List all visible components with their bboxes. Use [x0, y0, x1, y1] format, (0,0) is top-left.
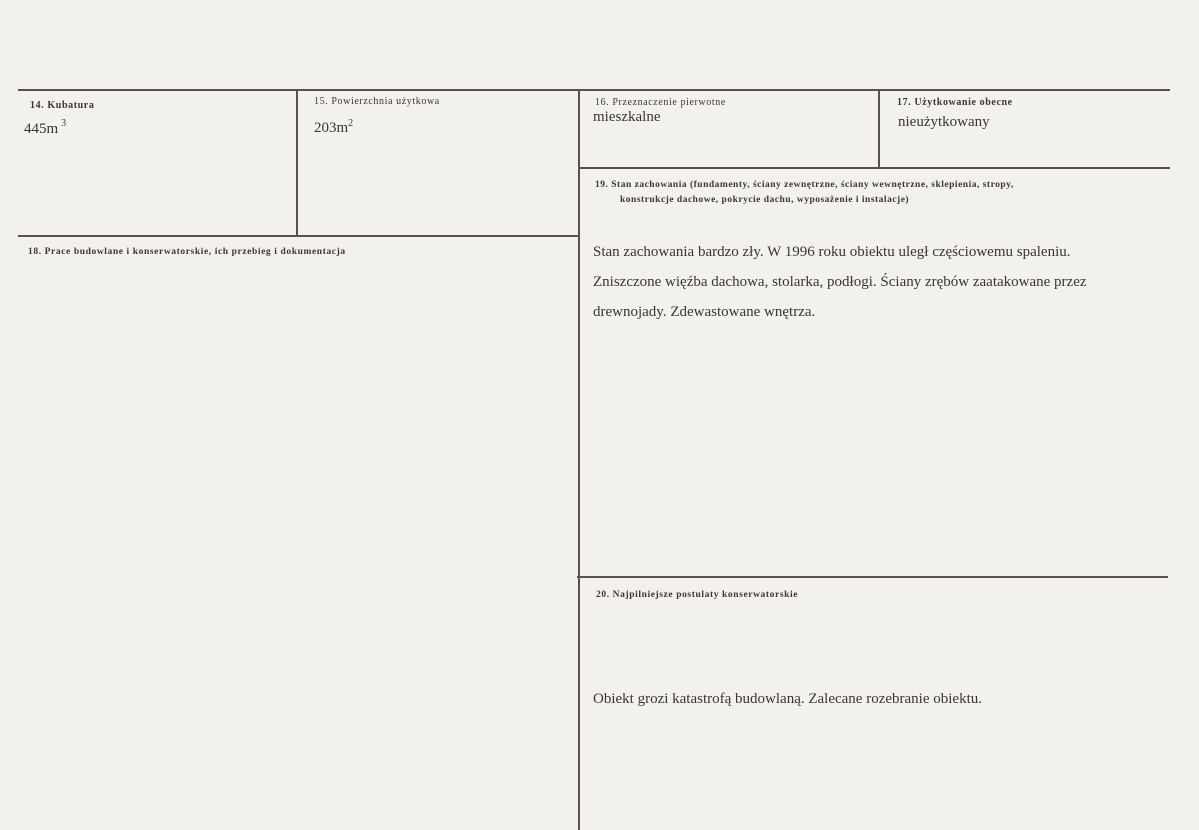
field-14-label: 14. Kubatura	[30, 100, 95, 111]
field-16-label: 16. Przeznaczenie pierwotne	[595, 97, 726, 108]
field-20-text: Obiekt grozi katastrofą budowlaną. Zalecane rozebranie obiektu.	[593, 691, 982, 707]
field-15-number: 203m	[314, 120, 349, 136]
field-20-label: 20. Najpilniejsze postulaty konserwatorskie	[596, 590, 799, 600]
field-18-label: 18. Prace budowlane i konserwatorskie, ich przebieg i dokumentacja	[28, 247, 346, 257]
field-19-text-line: drewnojady. Zdewastowane wnętrza.	[593, 304, 816, 320]
field-19-text	[593, 237, 1087, 327]
field-19-label-line1: 19. Stan zachowania (fundamenty, ściany zewnętrzne, ściany wewnętrzne, sklepienia, stropy,	[595, 180, 1014, 190]
field-17-value: nieużytkowany	[898, 114, 990, 130]
field-14-exponent: 3	[61, 118, 67, 129]
top-rule	[18, 89, 1170, 91]
rule-below-14-15	[18, 235, 579, 237]
field-19-text-line: Zniszczone więźba dachowa, stolarka, podłogi. Ściany zrębów zaatakowane przez	[593, 274, 1087, 290]
field-14-number: 445m	[24, 121, 59, 137]
field-17-label: 17. Użytkowanie obecne	[897, 97, 1013, 108]
main-divider	[578, 90, 580, 830]
field-19-text-line: Stan zachowania bardzo zły. W 1996 roku obiektu uległ częściowemu spaleniu.	[593, 244, 1071, 260]
field-15-value	[314, 120, 353, 137]
field-15-exponent: 2	[348, 118, 354, 129]
rule-above-20	[577, 576, 1168, 578]
divider-16-17	[878, 90, 880, 168]
divider-14-15	[296, 90, 298, 236]
field-16-value: mieszkalne	[593, 109, 661, 125]
field-19-label-line2: konstrukcje dachowe, pokrycie dachu, wyposażenie i instalacje)	[620, 195, 910, 205]
field-15-label: 15. Powierzchnia użytkowa	[314, 96, 440, 107]
field-14-value	[24, 118, 67, 138]
rule-below-16-17	[580, 167, 1170, 169]
